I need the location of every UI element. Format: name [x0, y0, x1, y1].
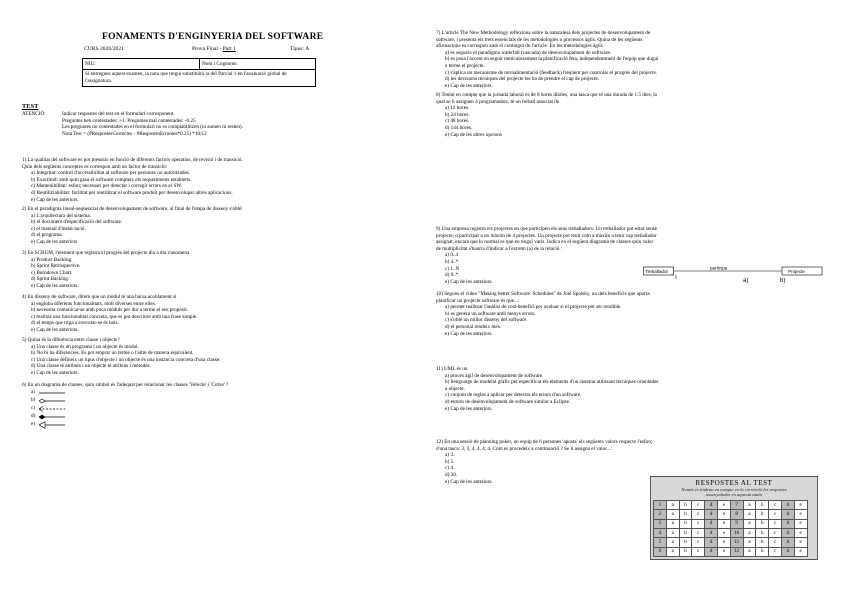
option: e) Cap de les anteriors.: [445, 330, 493, 337]
question-text: 3) En SCRUM, l'element que registra el progrés del projecte dia a dia s'anomena: [22, 250, 190, 256]
answer-cell-a[interactable]: a: [743, 510, 756, 519]
question-text: 10) Segons el vídeo "Making better Software: Schedules" de Joel Spolsky, un dels beneficis que aporta: [436, 291, 650, 297]
answer-cell-e[interactable]: e: [794, 510, 807, 519]
answer-cell-d[interactable]: d: [781, 538, 794, 547]
question-text: 7) L'article The New Methodology reflexiona sobre la naturalesa dels projectes de desenvolupament de: [436, 30, 651, 36]
question-text: assignat, encara que lo normal es que en tingui varis. Indica en el següent diagrama de classes quin valor: [436, 239, 654, 246]
option: e) Cap de les anteriors.: [445, 278, 493, 285]
class-name-projecte: Projecte: [788, 268, 805, 274]
question-number: 8: [730, 510, 743, 519]
answer-cell-a[interactable]: a: [743, 547, 756, 556]
option: a) Una classe és un programa i un objecte és mòdul.: [31, 343, 139, 350]
instruction-line: Nota Test = (#RespostesCorrectes - #RespostesErronies*0.25) *10/12: [62, 130, 207, 137]
answer-cell-d[interactable]: d: [705, 510, 718, 519]
option: a) Product Backlog.: [31, 256, 73, 263]
question-text: projecte, o participar a un màxim de 4 projectes. Un projecte pot tenir com a màxim a tenir cap treballador: [436, 232, 657, 239]
option: d) Sprint Backlog.: [31, 276, 70, 283]
answer-cell-b[interactable]: b: [679, 510, 692, 519]
option: e) Cap de les anteriors.: [31, 196, 79, 203]
answer-cell-d[interactable]: d: [781, 547, 794, 556]
option: c) Una classe defineix un tipus d'objecte i un objecte és una instància concreta d'una classe.: [31, 356, 221, 363]
option: d) el programa.: [31, 232, 63, 239]
option: e) Cap de les anteriors.: [445, 405, 493, 412]
question-1: [22, 157, 243, 203]
option: c) 48 hores.: [445, 118, 470, 125]
answer-cell-d[interactable]: d: [705, 519, 718, 528]
option: c) realitza una funcionalitat concreta, que es pot descriure amb una frase simple.: [31, 313, 198, 320]
answer-row: [654, 500, 808, 509]
answer-cell-c[interactable]: c: [769, 528, 782, 537]
answer-cell-a[interactable]: a: [666, 528, 679, 537]
question-text: 8) Tenint en compte que la jornada laboral és de 8 hores diàries, una tasca que té una durada de 1.5 dies, la: [436, 92, 657, 98]
answer-cell-c[interactable]: c: [692, 538, 705, 547]
question-11: [436, 366, 658, 412]
substitution-note: Si entregues aquest examen, la nota que tregui substituirà la del Parcial 1 en l'avaluació global de l'assignatura.: [85, 71, 287, 84]
answer-cell-a[interactable]: a: [666, 500, 679, 509]
question-6: [22, 382, 228, 429]
question-number: 10: [730, 528, 743, 537]
answer-cell-c[interactable]: c: [692, 528, 705, 537]
question-number: 6: [654, 547, 667, 556]
question-number: 7: [730, 500, 743, 509]
association-label: participa: [710, 266, 728, 271]
answer-sheet-title: RESPOSTES AL TEST: [695, 479, 773, 487]
answer-row: [654, 547, 808, 556]
answer-cell-d[interactable]: d: [705, 538, 718, 547]
answer-cell-c[interactable]: c: [769, 519, 782, 528]
option: a) L'arquitectura del sistema.: [31, 212, 91, 219]
answer-cell-e[interactable]: e: [794, 538, 807, 547]
composition-diamond-icon: [39, 414, 65, 420]
question-4: [22, 294, 198, 334]
option: b) es posa l'accent en seguir meticulosament la planificació feta, independentment de l'equip que duguí: [445, 56, 659, 63]
question-text: planificar un projecte software és que...:: [436, 297, 520, 304]
answer-cell-d[interactable]: d: [705, 528, 718, 537]
question-text: 1) La qualitat del software es pot mesurar en funció de diferents factors operatius, de revisió i de transició.: [22, 157, 243, 163]
answer-cell-b[interactable]: b: [756, 510, 769, 519]
answer-sheet-subtitle: Només es tindran en compte en la correcció les respostes: [681, 487, 787, 492]
answer-row: [654, 528, 808, 537]
question-number: 12: [730, 547, 743, 556]
answer-cell-e[interactable]: e: [717, 538, 730, 547]
exam-type: Tipus: A: [290, 46, 310, 52]
option: c) conjunt de regles a aplicar per detectar els errors d'un software.: [445, 392, 582, 399]
question-7: [436, 30, 658, 89]
option: a): [22, 389, 228, 397]
option: e) Cap de les anteriors.: [31, 369, 79, 376]
option: d) Una classe té atributs i un objecte té atributs i mètodes.: [31, 363, 151, 370]
answer-row: [654, 538, 808, 547]
option: d) 0..*: [445, 272, 459, 279]
question-12: [436, 439, 652, 485]
atencio-label: ATENCIÓ:: [22, 111, 46, 117]
question-number: 4: [654, 528, 667, 537]
question-text: Quin dels següents conceptes es correspon amb un factor de transició:: [22, 163, 168, 170]
answer-cell-e[interactable]: e: [794, 528, 807, 537]
question-text: de multiplicitat s'hauria d'indicar a l'extrem (a) de la relació :: [436, 245, 563, 252]
option: d) el personal rendeix més.: [445, 323, 502, 330]
answer-cell-a[interactable]: a: [743, 500, 756, 509]
option: b) llenguatge de modelat gràfic per especificar els elements d'un sistema utilitzant tècniques orientades: [445, 379, 659, 386]
answer-sheet-subtitle: assenyalades en aquesta taula: [706, 492, 762, 498]
question-text: qual se li assignen 4 programadors, té un treball associat de: [436, 98, 560, 105]
option: d) entorn de desenvolupament de software similar a Eclipse.: [445, 398, 571, 405]
option: b) necessita comunicar-se amb poca mòduls per dur a terme el seu propòsit.: [31, 307, 189, 314]
answer-cell-c[interactable]: c: [769, 500, 782, 509]
test-heading: TEST: [22, 103, 39, 110]
option: b) el document d'especificació del software.: [31, 219, 123, 226]
option: a) 0..4: [445, 252, 459, 259]
option: c) Mantenibilitat: esforç necessari per detectar i corregir errors en el SW.: [31, 183, 183, 190]
option: e) Cap de les anteriors.: [445, 82, 493, 89]
option: e) Cap de les altres opcions: [445, 131, 502, 138]
option: d) 30.: [445, 471, 458, 478]
question-number: 5: [654, 538, 667, 547]
label-a: a): [743, 278, 749, 284]
instruction-line: Les preguntes no contestades en el formulari no es comptabilitzen (ni sumen ni resten).: [62, 124, 243, 131]
class-name-treballador: Treballador: [645, 268, 669, 274]
class-diagram: [643, 266, 823, 284]
option: a) Integritat: control d'accessibilitat al software per persones no autoritzades.: [31, 170, 191, 177]
answer-cell-b[interactable]: b: [679, 500, 692, 509]
answer-cell-a[interactable]: a: [743, 519, 756, 528]
answer-row: [654, 510, 808, 519]
name-field[interactable]: Nom i Cognoms:: [202, 61, 238, 67]
instructions: [22, 111, 243, 137]
question-number: 2: [654, 510, 667, 519]
question-text: 2) En el paradigma lineal-seqüencial de desenvolupament de software, al final de l'etapa de disseny s'obté:: [22, 206, 243, 212]
option: c) 1..N: [445, 265, 460, 272]
answer-cell-d[interactable]: d: [781, 519, 794, 528]
answer-cell-b[interactable]: b: [756, 528, 769, 537]
option: c) s'aplica un mecanisme de retroalimentació (feedback) freqüent per controlar el progrés del projecte.: [445, 69, 658, 76]
option: b): [22, 397, 228, 405]
answer-cell-a[interactable]: a: [743, 528, 756, 537]
answer-cell-d[interactable]: d: [705, 500, 718, 509]
answer-cell-c[interactable]: c: [692, 500, 705, 509]
answer-cell-c[interactable]: c: [692, 510, 705, 519]
question-number: 11: [730, 538, 743, 547]
question-10: [436, 291, 650, 337]
answer-cell-c[interactable]: c: [769, 547, 782, 556]
question-text: 5) Quina és la diferència entre classe i objecte?: [22, 337, 120, 343]
answer-cell-e[interactable]: e: [794, 519, 807, 528]
answer-cell-b[interactable]: b: [679, 547, 692, 556]
question-number: 9: [730, 519, 743, 528]
option: c) 4.: [445, 465, 455, 472]
inheritance-arrow-icon: [39, 421, 65, 429]
answer-cell-c[interactable]: c: [692, 519, 705, 528]
answer-grid: [653, 500, 808, 557]
answer-cell-b[interactable]: b: [679, 519, 692, 528]
answer-cell-c[interactable]: c: [769, 538, 782, 547]
answer-cell-b[interactable]: b: [679, 528, 692, 537]
option: d) 144 hores.: [445, 124, 473, 131]
question-2: [22, 206, 243, 246]
exam-label: Prova Final - Part 1: [192, 46, 236, 52]
option: d) el temps que triga a executar-se és baix.: [31, 320, 120, 327]
option: e): [22, 421, 228, 429]
answer-cell-b[interactable]: b: [756, 500, 769, 509]
answer-cell-e[interactable]: e: [794, 500, 807, 509]
option: b) Exactitud: amb quin grau el software compleix els requeriments establerts.: [31, 176, 192, 183]
option: e) Cap de les anteriors.: [31, 326, 79, 333]
answer-cell-d[interactable]: d: [781, 510, 794, 519]
option: a terme el projecte.: [445, 62, 485, 69]
answer-cell-d[interactable]: d: [781, 500, 794, 509]
answer-cell-d[interactable]: d: [705, 547, 718, 556]
aggregation-diamond-icon: [39, 398, 65, 404]
answer-cell-a[interactable]: a: [666, 510, 679, 519]
answer-cell-e[interactable]: e: [717, 519, 730, 528]
option: b) 4..*: [445, 258, 459, 265]
answer-cell-b[interactable]: b: [756, 547, 769, 556]
label-b: b): [780, 278, 786, 284]
instruction-line: Indicar respostes del test en el formulari corresponent.: [62, 111, 175, 117]
student-info-box: [82, 58, 316, 87]
option: a) 12 hores.: [445, 105, 470, 112]
option: a) es segueix el paradigma waterfall (cascada) de desenvolupament de software.: [445, 49, 612, 56]
question-8: [436, 92, 657, 138]
answer-cell-a[interactable]: a: [666, 519, 679, 528]
question-text: afirmacions es correspon amb el contingut de l'article: En les metodologies àgils: [436, 43, 603, 50]
option: a) engloba diferents funcionalitats, molt diverses entre elles.: [31, 300, 156, 307]
option: b) Sprint Retrospective.: [31, 263, 81, 270]
answer-cell-b[interactable]: b: [756, 519, 769, 528]
option: c) el manual d'instal·lació.: [31, 225, 86, 232]
option: d) Reutilitzabilitat: facilitat per reutilitzar el software produït per desenvolupar altres aplicacions.: [31, 189, 233, 196]
answer-cell-e[interactable]: e: [717, 510, 730, 519]
niu-field[interactable]: NIU:: [83, 59, 200, 69]
option: d): [22, 413, 228, 421]
answer-cell-a[interactable]: a: [743, 538, 756, 547]
option: c) s'obté un millor disseny del software.: [445, 317, 528, 324]
question-text: 6) En un diagrama de classes, quin símbol és l'adequat per relacionar les classes 'Vehicle' i 'Cotxe' ?: [22, 382, 229, 388]
answer-sheet: [650, 476, 818, 560]
option: b) 5.: [445, 458, 455, 465]
option: e) Cap de les anteriors: [31, 238, 78, 245]
dependency-arrow-icon: [39, 406, 65, 412]
answer-cell-a[interactable]: a: [666, 538, 679, 547]
option: c): [22, 405, 228, 413]
option: a) procés àgil de desenvolupament de software.: [445, 372, 544, 379]
question-text: 11) UML és un: [436, 366, 468, 372]
course-label: CURS 2020/2021: [84, 46, 124, 52]
question-5: [22, 337, 220, 377]
question-text: d'una tasca: 3, 3, 4, 4, 4, 4. Com es procedeix a continuació ? Se li assigna el valor...:: [436, 445, 612, 452]
question-number: 1: [654, 500, 667, 509]
question-9: [436, 226, 657, 285]
answer-cell-e[interactable]: e: [717, 547, 730, 556]
answer-cell-d[interactable]: d: [781, 528, 794, 537]
association-line-icon: [39, 390, 65, 396]
option: b) 24 hores.: [445, 111, 470, 118]
instruction-line: Preguntes ben contestades: +1. Preguntes mal contestades: -0.25: [62, 117, 196, 124]
option: d) les decisions tècniques del projecte les ha de prendre el cap de projecte.: [445, 76, 600, 83]
option: c) Burndown Chart.: [31, 269, 73, 276]
question-text: 4) En disseny de software, direm que un mòdul té una baixa acoblament si: [22, 294, 177, 300]
answer-cell-c[interactable]: c: [769, 510, 782, 519]
question-number: 3: [654, 519, 667, 528]
option: a) permet realitzar l'anàlisi de cost-benefici per avaluar si el projecte pot ser rendible.: [445, 304, 622, 311]
option: e) Cap de les anteriors.: [445, 478, 493, 485]
answer-cell-e[interactable]: e: [794, 547, 807, 556]
answer-cell-c[interactable]: c: [692, 547, 705, 556]
option: b) es genera un software amb menys errors.: [445, 310, 536, 317]
option: a) 3.: [445, 452, 455, 459]
question-text: software, i presenta els trets essencials de les metodologies o processos àgils. Quina de les següents: [436, 36, 643, 43]
answer-row: [654, 519, 808, 528]
question-text: 12) En una sessió de planning poker, un equip de 6 persones 'aposta' els següents valors respecte l'esforç: [436, 439, 653, 445]
answer-cell-e[interactable]: e: [717, 500, 730, 509]
answer-cell-e[interactable]: e: [717, 528, 730, 537]
answer-cell-b[interactable]: b: [756, 538, 769, 547]
option: e) Cap de les anteriors.: [31, 282, 79, 289]
question-3: [22, 250, 189, 290]
document-title: FONAMENTS D'ENGINYERIA DEL SOFTWARE: [102, 32, 324, 42]
answer-cell-a[interactable]: a: [666, 547, 679, 556]
option: b) No hi ha diferències. Es pot emprar un terme o l'altre de manera equivalent.: [31, 350, 194, 357]
option: a objecte.: [445, 385, 465, 392]
answer-cell-b[interactable]: b: [679, 538, 692, 547]
question-text: 9) Una empresa registra els projectes en que participen els seus treballadors. Un treballador pot estar sense: [436, 226, 658, 232]
